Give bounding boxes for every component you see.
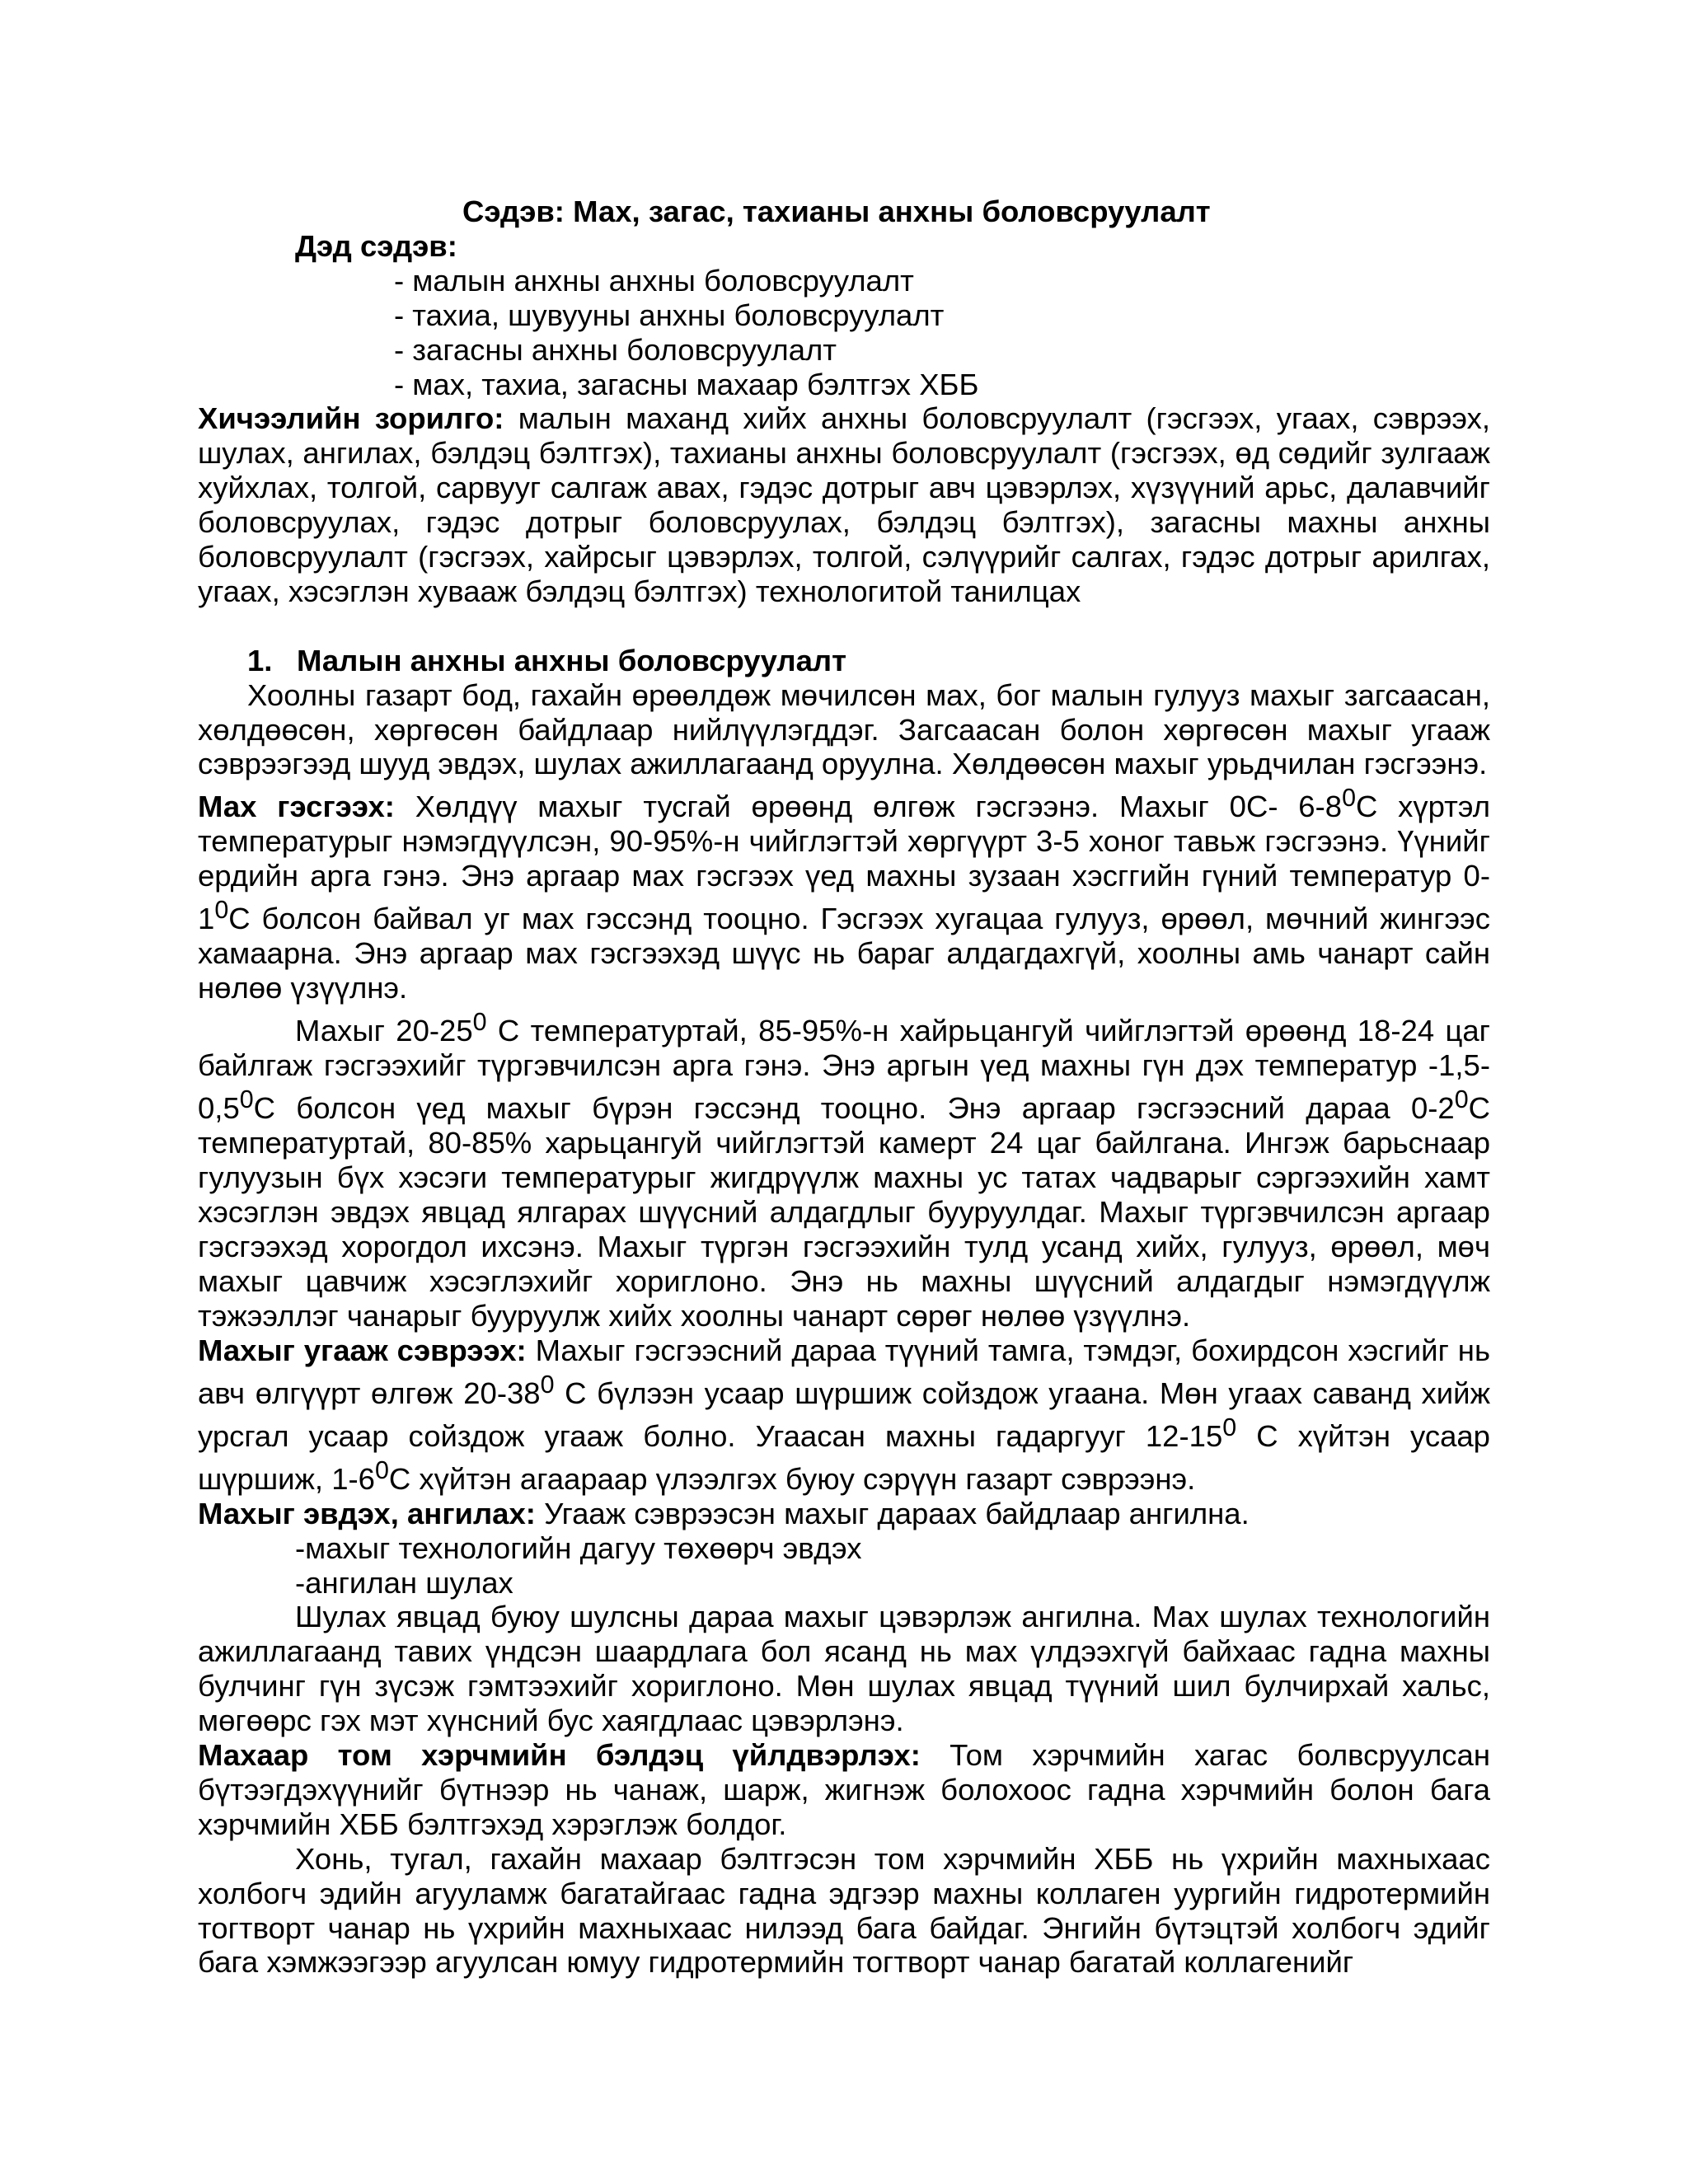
rapid-text-1: Махыг 20-25: [295, 1014, 473, 1048]
lesson-goal-paragraph: [198, 401, 1490, 608]
degree-sup: 0: [1342, 784, 1356, 813]
section-number: 1.: [247, 643, 273, 677]
degree-sup: 0: [239, 1085, 254, 1114]
section-title: Малын анхны анхны боловсруулалт: [297, 643, 846, 677]
list-item: - загасны анхны боловсруулалт: [394, 332, 837, 367]
page-title: Сэдэв: Мах, загас, тахианы анхны боловсруулалт: [462, 194, 1211, 228]
thaw-text-2: С хүртэл температурыг нэмэгдүүлсэн, 90-95%-н чийглэгтэй хөргүүрт 3-5 хоног тавьж гэсгээнэ. Үүнийг ердийн арга гэнэ. Энэ аргаар мах гэсгээх үед махны зузаан хэсггийн гүний температур 0-1: [198, 790, 1490, 936]
intro-paragraph: Хоолны газарт бод, гахайн өрөөлдөж мөчилсөн мах, бог малын гулууз махыг загсаасан, хөлдөөсөн, хөргөсөн байдлаар нийлүүлэгддэг. Загсаасан болон хөргөсөн махыг угааж сэврээгээд шууд эвдэх, шулах ажиллагаанд оруулна. Хөлдөөсөн махыг урьдчилан гэсгээнэ.: [198, 677, 1490, 781]
wash-text-1: Махыг гэсгээсний дараа түүний тамга, тэмдэг, бохирдсон хэсгийг нь авч өлгүүрт өлгөж 20-38: [198, 1333, 1490, 1410]
wash-text-3: С хүйтэн усаар шүршиж, 1-6: [198, 1418, 1490, 1496]
thaw-paragraph: [198, 781, 1490, 1005]
subtopic-list: [198, 264, 1490, 402]
degree-sup: 0: [214, 896, 229, 925]
thaw-text-1: Хөлдүү махыг тусгай өрөөнд өлгөж гэсгээнэ. Махыг 0С- 6-8: [394, 790, 1343, 824]
large-cuts-text: Том хэрчмийн хагас болвсруулсан бүтээгдэхүүнийг бүтнээр нь чанаж, шарж, жигнэж болохоос гадна хэрчмийн болон бага хэрчмийн ХББ бэлтгэхэд хэрэглэж болдог.: [198, 1738, 1491, 1841]
wash-text-2: С бүлээн усаар шүршиж сойздож угаана. Мөн угаах саванд хийж урсгал усаар сойздож угааж болно. Угаасан махны гадаргууг 12-15: [198, 1376, 1490, 1453]
degree-sup: 0: [374, 1455, 389, 1484]
sort-paragraph: [198, 1497, 1490, 1531]
rapid-text-3: С болсон үед махыг бүрэн гэссэнд тооцно. Энэ аргаар гэсгээсний дараа 0-2: [253, 1091, 1455, 1126]
rapid-text-4: С температуртай, 80-85% харьцангуй чийглэгтэй камерт 24 цаг байлгана. Ингэж барьснаар гулуузын бүх хэсэги температурыг жигдрүүлж махны ус татах чадварыг сэргээхийн хамт хэсэглэн эвдэх явцад ялгарах шүүсний алдагдлыг бууруулдаг. Махыг түргэвчилсэн аргаар гэсгээхэд хорогдол ихсэнэ. Махыг түргэн гэсгээхийн тулд усанд хийх, гулууз, өрөөл, мөч махыг цавчиж хэсэглэхийг хориглоно. Энэ нь махны шүүсний алдагдыг нэмэгдүүлж тэжээллэг чанарыг бууруулж хийх хоолны чанарт сөрөг нөлөө үзүүлнэ.: [198, 1091, 1490, 1333]
lesson-goal-text: малын маханд хийх анхны боловсруулалт (гэсгээх, угаах, сэврээх, шулах, ангилах, бэлдэц бэлтгэх), тахианы анхны боловсруулалт (гэсгээх, өд сөдийг зулгааж хуйхлах, толгой, сарвууг салгаж авах, гэдэс дотрыг авч цэвэрлэх, хүзүүний арьс, далавчийг боловсруулах, гэдэс дотрыг боловсруулах, бэлдэц бэлтгэх), загасны махны анхны боловсруулалт (гэсгээх, хайрсыг цэвэрлэх, толгой, сэлүүрийг салгах, гэдэс дотрыг арилгах, угаах, хэсэглэн хувааж бэлдэц бэлтгэх) технологитой танилцах: [198, 401, 1490, 608]
sort-text: Угааж сэврээсэн махыг дараах байдлаар ангилна.: [535, 1496, 1250, 1530]
wash-text-4: С хүйтэн агаараар үлээлгэх буюу сэрүүн газарт сэврээнэ.: [388, 1461, 1196, 1496]
list-item: - тахиа, шувууны анхны боловсруулалт: [394, 298, 945, 332]
list-item: - мах, тахиа, загасны махаар бэлтгэх ХББ: [394, 367, 979, 401]
list-item: -махыг технологийн дагуу төхөөрч эвдэх: [295, 1530, 862, 1565]
wash-paragraph: [198, 1333, 1490, 1497]
thaw-text-3: С болсон байвал уг мах гэссэнд тооцно. Гэсгээх хугацаа гулууз, өрөөл, мөчний жингээс хамаарна. Энэ аргаар мах гэсгээхэд шүүс нь бараг алдагдахгүй, хоолны амь чанарт сайн нөлөө үзүүлнэ.: [198, 902, 1490, 1005]
sort-list: [198, 1531, 1490, 1601]
degree-sup: 0: [540, 1370, 555, 1399]
degree-sup: 0: [472, 1008, 487, 1037]
degree-sup: 0: [1222, 1413, 1237, 1441]
list-item: - малын анхны анхны боловсруулалт: [394, 263, 914, 298]
subtopic-label: Дэд сэдэв:: [295, 228, 457, 263]
spacer: [198, 609, 1490, 644]
document-body: [198, 194, 1490, 1980]
rapid-text-2: С температуртай, 85-95%-н хайрьцангуй чийглэгтэй өрөөнд 18-24 цаг байлгаж гэсгээхийг түргэвчилсэн арга гэнэ. Энэ аргын үед махны гүн дэх температур -1,5-0,5: [198, 1014, 1490, 1126]
list-item: -ангилан шулах: [295, 1565, 513, 1600]
wash-label: Махыг угааж сэврээх:: [198, 1333, 527, 1367]
rapid-thaw-paragraph: [198, 1005, 1490, 1333]
cutting-paragraph: Шулах явцад буюу шулсны дараа махыг цэвэрлэж ангилна. Мах шулах технологийн ажиллагаанд тавих үндсэн шаардлага бол ясанд нь мах үлдээхгүй байхаас гадна махны булчинг гүн зүсэж гэмтээхийг хориглоно. Мөн шулах явцад түүний шил булчирхай хальс, мөгөөрс гэх мэт хүнсний бус хаягдлаас цэвэрлэнэ.: [198, 1600, 1490, 1738]
thaw-label: Мах гэсгээх:: [198, 790, 395, 824]
section-heading: [198, 644, 1490, 678]
degree-sup: 0: [1454, 1085, 1469, 1114]
collagen-paragraph: Хонь, тугал, гахайн махаар бэлтгэсэн том хэрчмийн ХББ нь үхрийн махныхаас холбогч эдийн агууламж багатайгаас гадна эдгээр махны коллаген уургийн гидротермийн тогтворт чанар нь үхрийн махныхаас нилээд бага байдаг. Энгийн бүтэцтэй холбогч эдийг бага хэмжээгээр агуулсан юмуу гидротермийн тогтворт чанар багатай коллагенийг: [198, 1841, 1490, 1980]
large-cuts-label: Махаар том хэрчмийн бэлдэц үйлдвэрлэх:: [198, 1738, 921, 1773]
large-cuts-paragraph: [198, 1738, 1490, 1842]
sort-label: Махыг эвдэх, ангилах:: [198, 1496, 536, 1530]
lesson-goal-label: Хичээлийн зорилго:: [198, 401, 504, 436]
